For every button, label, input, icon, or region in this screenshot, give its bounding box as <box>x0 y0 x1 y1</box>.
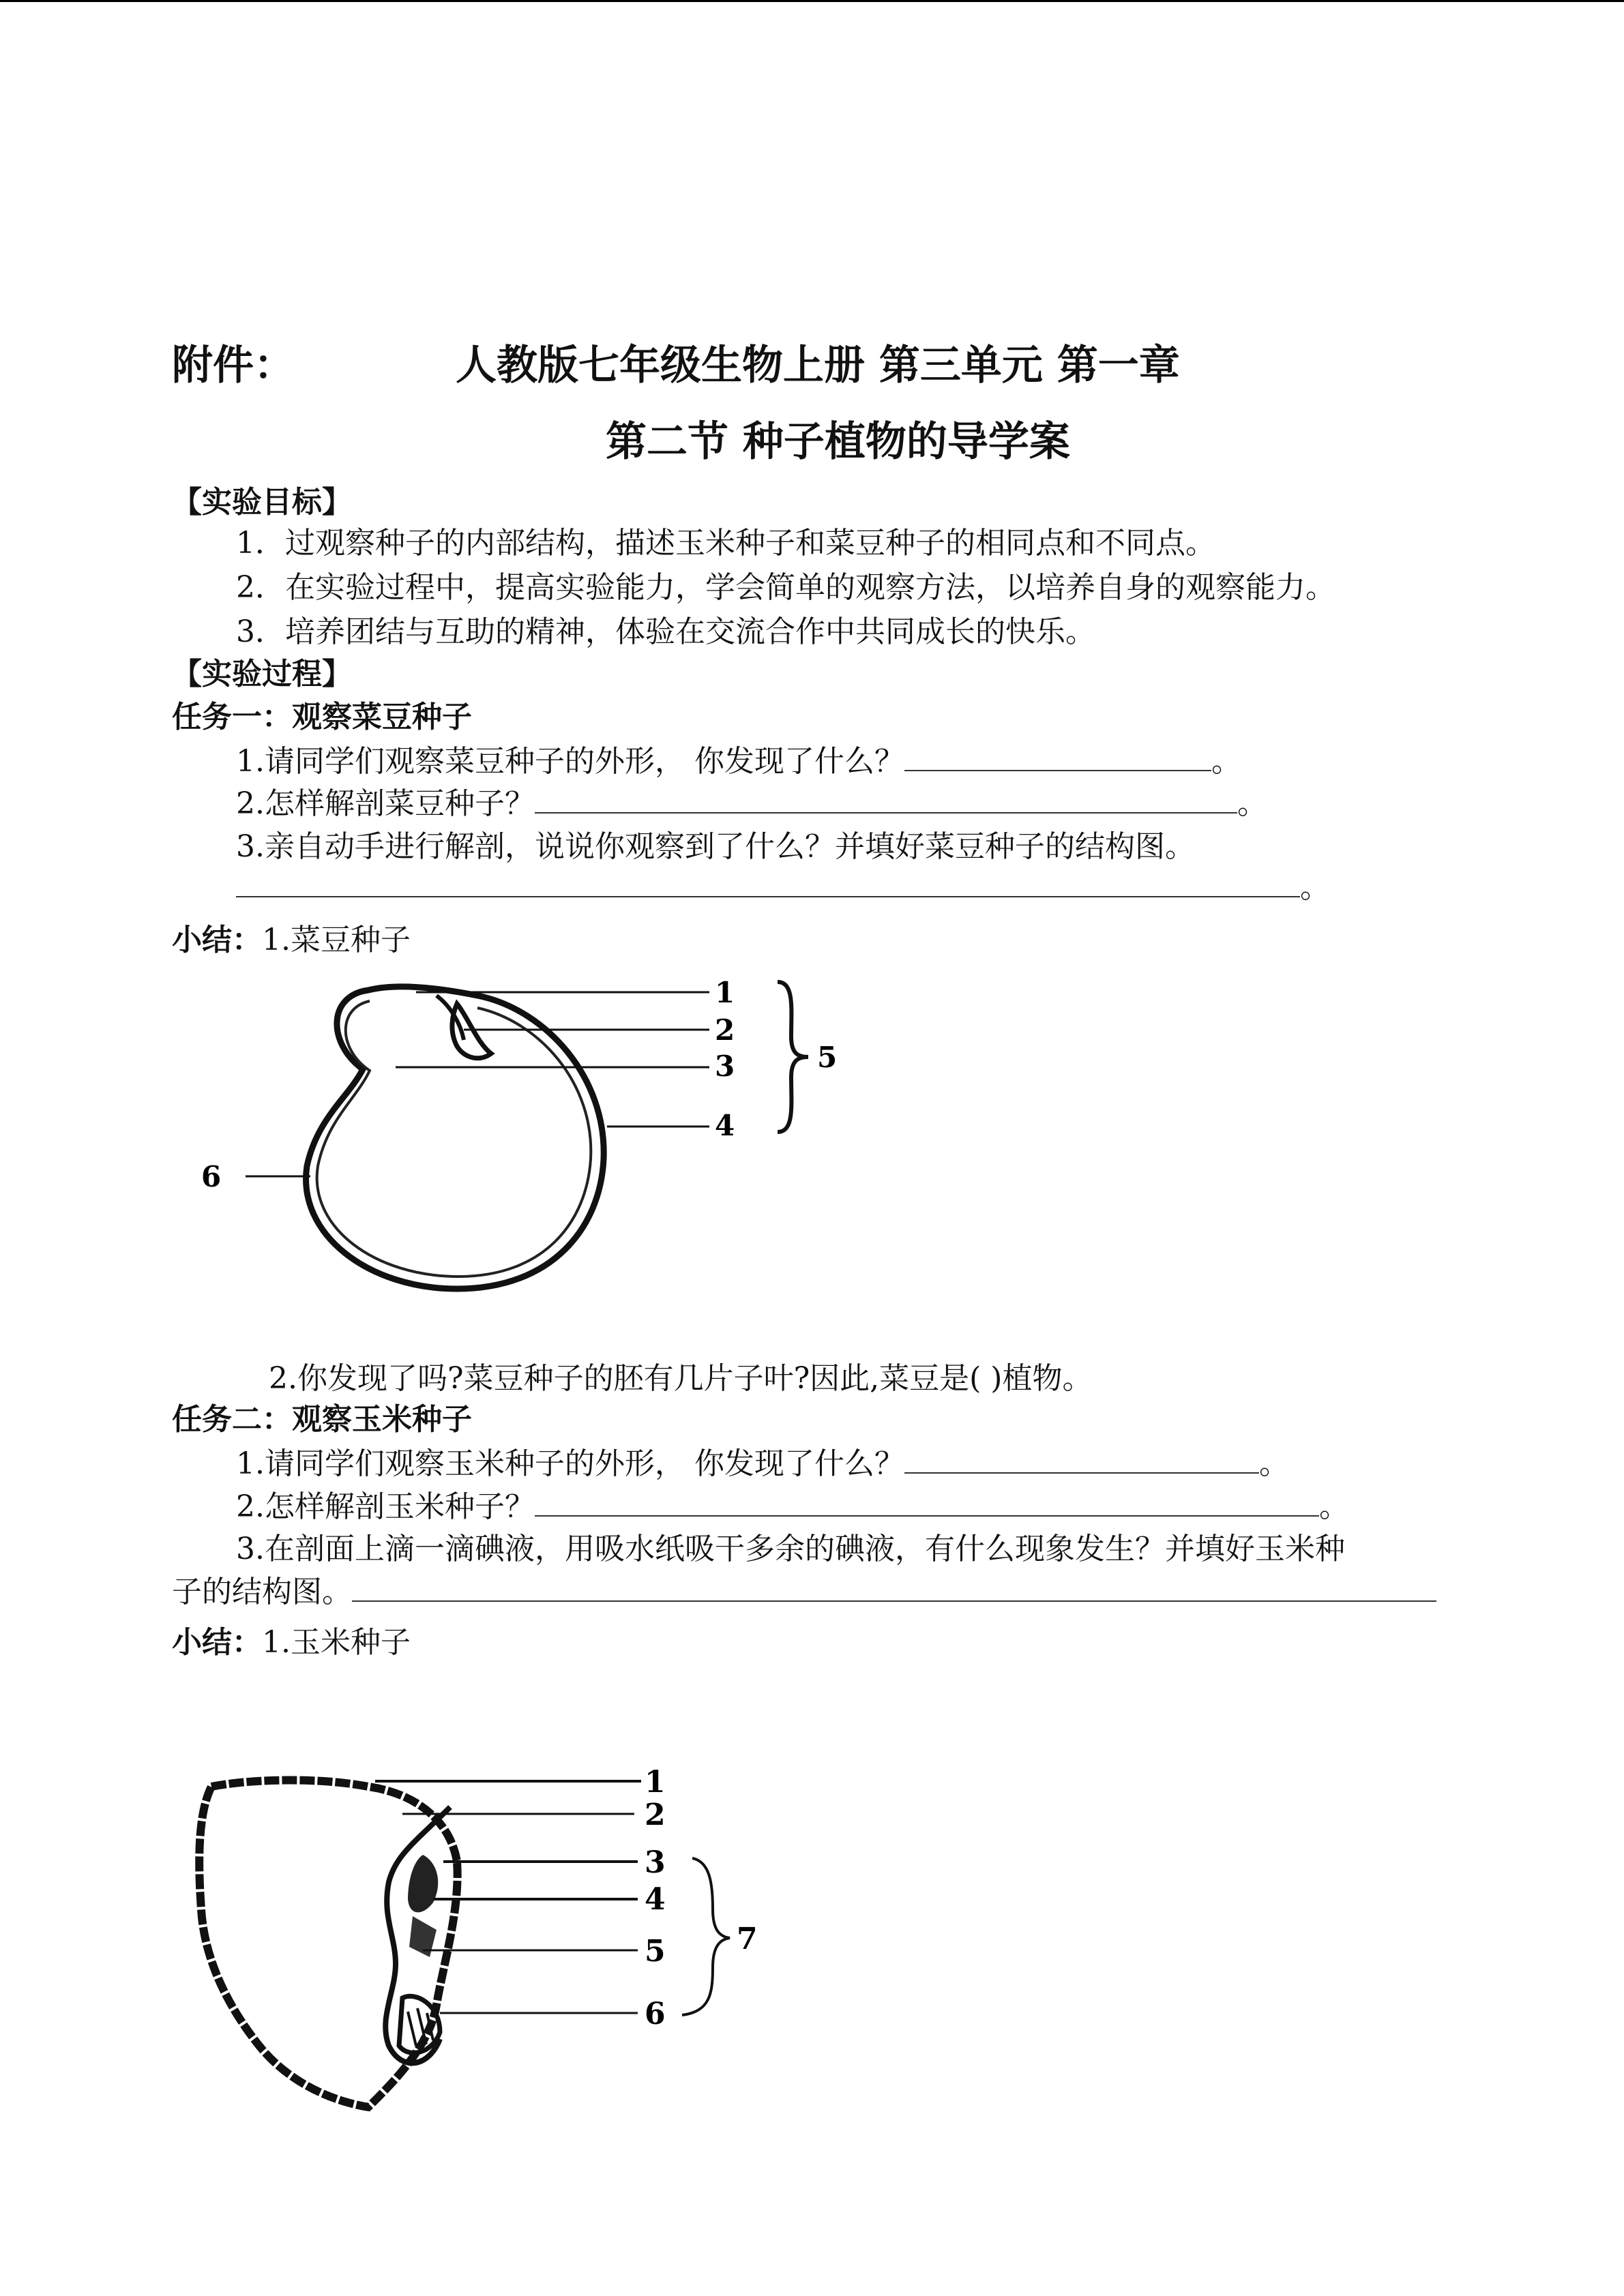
task2-q2-end: 。 <box>1318 1489 1349 1524</box>
task2-q1-text: 1.请同学们观察玉米种子的外形， 你发现了什么？ <box>236 1446 904 1481</box>
task1-q2-end: 。 <box>1237 786 1267 821</box>
task1-q1-end: 。 <box>1211 744 1241 779</box>
task1-summary-label: 小结： <box>172 923 262 957</box>
task2-summary-text: 1.玉米种子 <box>262 1625 411 1660</box>
page-subtitle: 第二节 种子植物的导学案 <box>606 418 1070 466</box>
corn-label-1: 1 <box>645 1765 666 1800</box>
task1-heading: 任务一：观察菜豆种子 <box>172 700 472 734</box>
task2-q2-answer-blank[interactable] <box>535 1485 1319 1517</box>
task1-q2-text: 2.怎样解剖菜豆种子？ <box>236 786 535 821</box>
objective-2: 2．在实验过程中，提高实验能力，学会简单的观察方法，以培养自身的观察能力。 <box>236 570 1335 605</box>
objective-3: 3．培养团结与互助的精神，体验在交流合作中共同成长的快乐。 <box>236 614 1095 649</box>
task2-q1-answer-blank[interactable] <box>904 1442 1259 1474</box>
objectives-heading: 【实验目标】 <box>172 485 352 520</box>
task2-q3b-text: 子的结构图。 <box>172 1575 352 1609</box>
objective-1: 1．过观察种子的内部结构，描述玉米种子和菜豆种子的相同点和不同点。 <box>236 526 1215 561</box>
task2-q2-text: 2.怎样解剖玉米种子？ <box>236 1489 535 1524</box>
bean-label-1: 1 <box>715 976 735 1009</box>
attachment-label: 附件： <box>172 342 295 389</box>
page-title: 人教版七年级生物上册 第三单元 第一章 <box>456 342 1180 389</box>
bean-label-4: 4 <box>715 1109 735 1142</box>
task2-summary-label: 小结： <box>172 1625 262 1660</box>
task1-summary <box>172 915 411 959</box>
task2-question-3b <box>172 1567 1436 1611</box>
corn-label-3: 3 <box>645 1845 666 1880</box>
task2-summary <box>172 1617 411 1661</box>
task1-question-1 <box>236 736 1241 780</box>
corn-label-4: 4 <box>645 1882 666 1917</box>
task1-question-4: 2.你发现了吗?菜豆种子的胚有几片子叶?因此,菜豆是( )植物。 <box>269 1361 1093 1396</box>
bean-brace <box>778 982 808 1132</box>
bean-label-2: 2 <box>715 1013 735 1047</box>
task1-question-2 <box>236 779 1267 822</box>
task2-heading: 任务二：观察玉米种子 <box>172 1402 472 1437</box>
corn-label-5: 5 <box>645 1934 666 1969</box>
corn-plumule <box>408 1855 438 1912</box>
task1-summary-text: 1.菜豆种子 <box>262 923 411 957</box>
bean-seed-diagram <box>191 968 873 1309</box>
corn-radicle-stripe-1 <box>408 2012 416 2046</box>
bean-label-3: 3 <box>715 1049 735 1083</box>
task2-question-1 <box>236 1439 1289 1482</box>
task2-q3-answer-blank[interactable] <box>352 1570 1436 1602</box>
task1-q1-answer-blank[interactable] <box>904 740 1211 771</box>
corn-label-6: 6 <box>645 1997 666 2031</box>
task1-q1-text: 1.请同学们观察菜豆种子的外形， 你发现了什么？ <box>236 744 904 779</box>
corn-seed-diagram <box>191 1759 805 2128</box>
bean-radicle <box>437 996 464 1040</box>
task2-q1-end: 。 <box>1258 1446 1289 1481</box>
bean-label-5: 5 <box>817 1041 838 1074</box>
corn-label-2: 2 <box>645 1798 666 1832</box>
task1-q3-answer-line <box>236 863 1330 906</box>
process-heading: 【实验过程】 <box>172 657 352 691</box>
task1-q3-answer-blank[interactable] <box>236 866 1300 897</box>
task2-question-3a: 3.在剖面上滴一滴碘液，用吸水纸吸干多余的碘液，有什么现象发生？并填好玉米种 <box>236 1532 1345 1566</box>
bean-plumule <box>452 1004 491 1058</box>
task1-question-3: 3.亲自动手进行解剖，说说你观察到了什么？并填好菜豆种子的结构图。 <box>236 829 1195 864</box>
bean-label-6: 6 <box>201 1160 222 1193</box>
task2-question-2 <box>236 1482 1349 1525</box>
corn-brace <box>682 1858 730 2015</box>
task1-q3-end: 。 <box>1300 870 1330 905</box>
corn-label-7: 7 <box>737 1922 758 1956</box>
top-border <box>0 0 1624 2</box>
task1-q2-answer-blank[interactable] <box>535 782 1237 814</box>
